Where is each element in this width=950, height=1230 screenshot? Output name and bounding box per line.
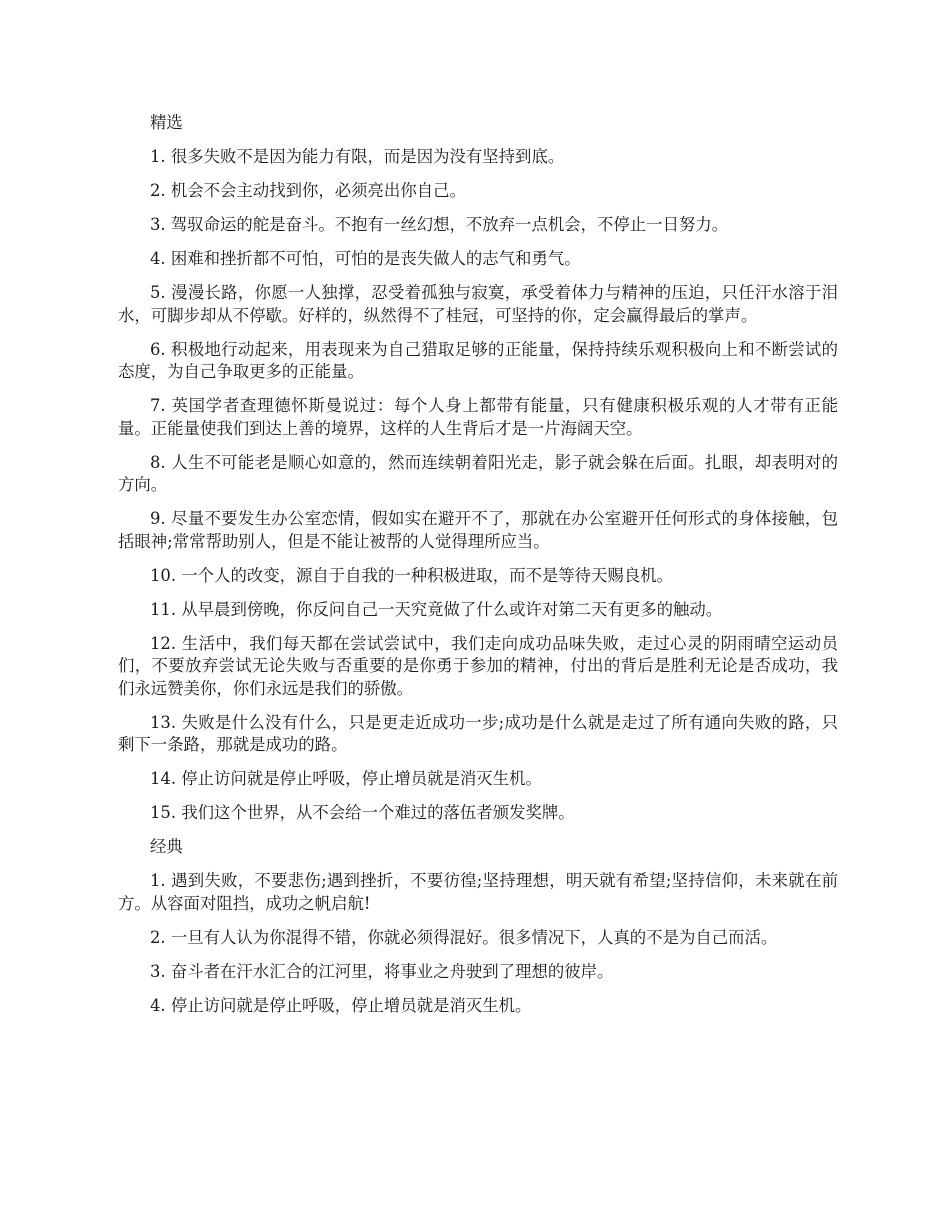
quote-paragraph: 15. 我们这个世界，从不会给一个难过的落伍者颁发奖牌。 <box>150 803 575 822</box>
quote-paragraph: 5. 漫漫长路，你愿一人独撑，忍受着孤独与寂寞，承受着体力与精神的压迫，只任汗水溶于泪水，可脚步却从不停歇。好样的，纵然得不了桂冠，可坚持的你，定会赢得最后的掌声。 <box>118 283 838 325</box>
quote-paragraph: 14. 停止访问就是停止呼吸，停止增员就是消灭生机。 <box>150 769 542 788</box>
document-body <box>118 112 838 1029</box>
quote-paragraph: 4. 停止访问就是停止呼吸，停止增员就是消灭生机。 <box>150 995 532 1015</box>
quote-paragraph: 9. 尽量不要发生办公室恋情，假如实在避开不了，那就在办公室避开任何形式的身体接触，包括眼神;常常帮助别人，但是不能让被帮的人觉得理所应当。 <box>118 509 838 551</box>
section-heading-selected: 精选 <box>150 113 183 132</box>
quote-paragraph: 3. 奋斗者在汗水汇合的江河里，将事业之舟驶到了理想的彼岸。 <box>150 961 614 981</box>
section-heading-classic: 经典 <box>150 837 183 856</box>
quote-paragraph: 6. 积极地行动起来，用表现来为自己猎取足够的正能量，保持持续乐观积极向上和不断尝试的态度，为自己争取更多的正能量。 <box>118 339 838 381</box>
quote-paragraph: 13. 失败是什么没有什么，只是更走近成功一步;成功是什么就是走过了所有通向失败的路，只剩下一条路，那就是成功的路。 <box>118 712 838 754</box>
quote-paragraph: 10. 一个人的改变，源自于自我的一种积极进取，而不是等待天赐良机。 <box>150 565 673 585</box>
quote-paragraph: 12. 生活中，我们每天都在尝试尝试中，我们走向成功品味失败，走过心灵的阴雨晴空运动员们，不要放弃尝试无论失败与否重要的是你勇于参加的精神，付出的背后是胜利无论是否成功，我们永远赞美你，你们永远是我们的骄傲。 <box>118 633 838 698</box>
quote-paragraph: 3. 驾驭命运的舵是奋斗。不抱有一丝幻想，不放弃一点机会，不停止一日努力。 <box>150 215 729 234</box>
quote-paragraph: 1. 很多失败不是因为能力有限，而是因为没有坚持到底。 <box>150 147 565 166</box>
quote-paragraph: 4. 困难和挫折都不可怕，可怕的是丧失做人的志气和勇气。 <box>150 249 581 268</box>
quote-paragraph: 1. 遇到失败，不要悲伤;遇到挫折，不要彷徨;坚持理想，明天就有希望;坚持信仰，未来就在前方。从容面对阻挡，成功之帆启航! <box>118 871 838 913</box>
quote-paragraph: 11. 从早晨到傍晚，你反问自己一天究竟做了什么或许对第二天有更多的触动。 <box>150 599 723 619</box>
quote-paragraph: 2. 一旦有人认为你混得不错，你就必须得混好。很多情况下，人真的不是为自己而活。 <box>150 927 778 947</box>
quote-paragraph: 2. 机会不会主动找到你，必须亮出你自己。 <box>150 181 466 200</box>
quote-paragraph: 8. 人生不可能老是顺心如意的，然而连续朝着阳光走，影子就会躲在后面。扎眼，却表明对的方向。 <box>118 452 838 494</box>
quote-paragraph: 7. 英国学者查理德怀斯曼说过：每个人身上都带有能量，只有健康积极乐观的人才带有正能量。正能量使我们到达上善的境界，这样的人生背后才是一片海阔天空。 <box>118 396 838 438</box>
